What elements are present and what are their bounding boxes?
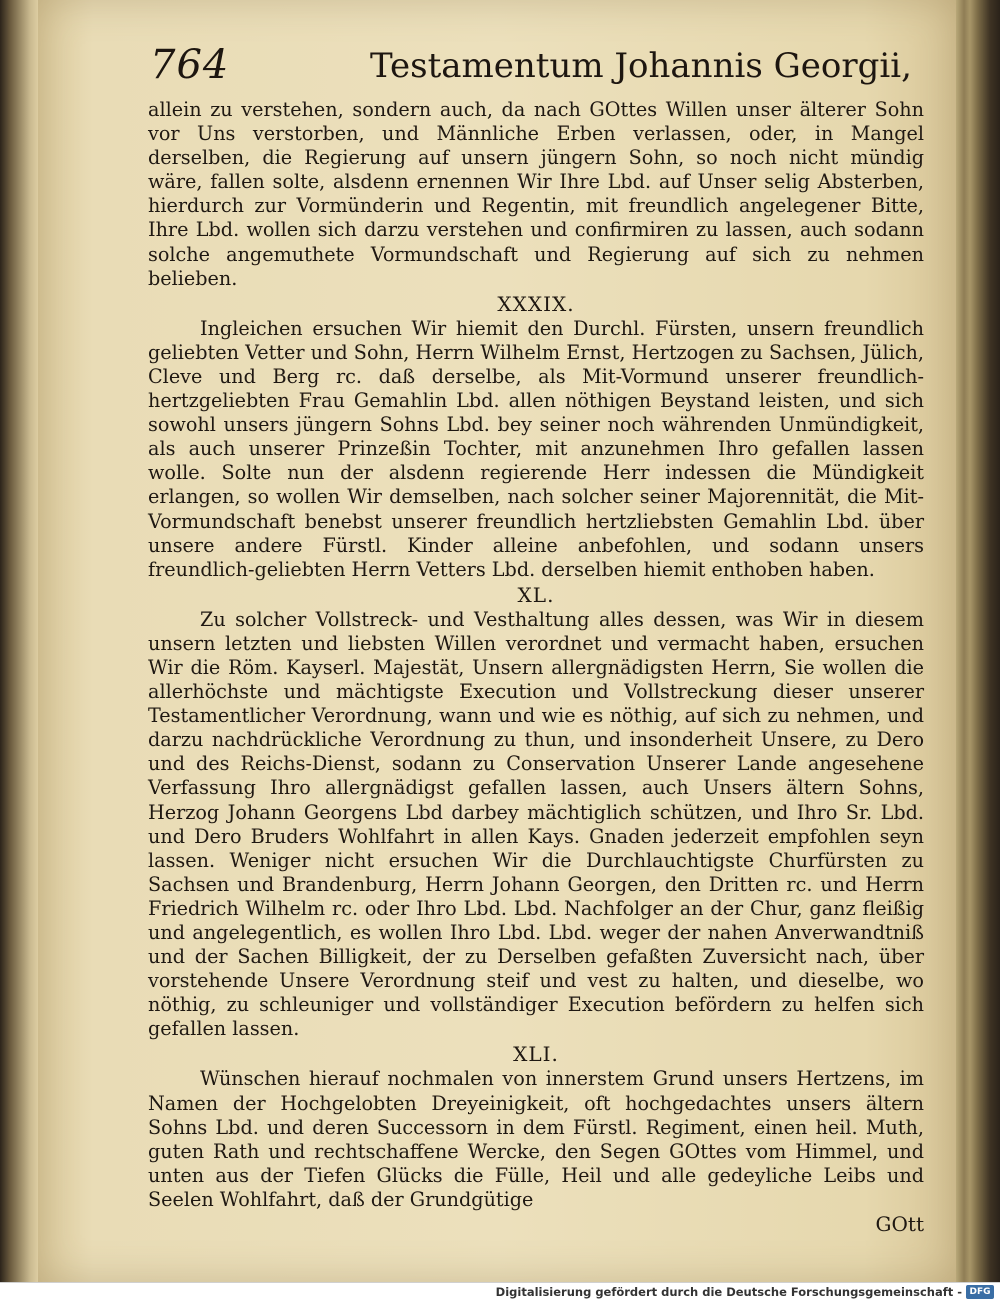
footer-credit: Digitalisierung gefördert durch die Deutsche Forschungsgemeinschaft - xyxy=(495,1285,962,1299)
paragraph-xli: Wünschen hierauf nochmalen von innerstem Grund unsers Hertzens, im Namen der Hochgelobten Dreyeinigkeit, oft hochgedachtes unsers ältern Sohns Lbd. und deren Successorn in dem Fürstl. Regiment, einen heil. Muth, guten Rath und rechtschaffene Wercke, den Segen GOttes vom Himmel, und unten aus der Tiefen Glücks die Fülle, Heil und alle gedeyliche Leibs und Seelen Wohlfahrt, daß der Grundgütige xyxy=(148,1067,924,1211)
dfg-logo: DFG xyxy=(966,1285,994,1299)
section-heading-xli: XLI. xyxy=(513,1042,559,1067)
catchword: GOtt xyxy=(875,1212,924,1237)
paragraph-xl: Zu solcher Vollstreck- und Vesthaltung alles dessen, was Wir in diesem unsern letzten und liebsten Willen verordnet und vermacht haben, ersuchen Wir die Röm. Kayserl. Majestät, Unsern allergnädigsten Herrn, Sie wollen die allerhöchste und mächtigste Execution und Vollstreckung dieser unserer Testamentlicher Verordnung, wann und wie es nöthig, auf sich zu nehmen, und darzu nachdrückliche Verordnung zu thun, und insonderheit Unsere, zu Dero und des Reichs-Dienst, sodann zu Conservation Unserer Lande angesehene Verfassung Ihro allergnädigst gefallen lassen, auch Unsers ältern Sohns, Herzog Johann Georgens Lbd darbey mächtiglich schützen, und Ihro Sr. Lbd. und Dero Bruders Wohlfahrt in allen Kays. Gnaden jederzeit empfohlen seyn lassen. Weniger nicht ersuchen Wir die Durchlauchtigste Churfürsten zu Sachsen und Brandenburg, Herrn Johann Georgen, den Dritten rc. und Herrn Friedrich Wilhelm rc. oder Ihro Lbd. Lbd. Nachfolger an der Chur, ganz fleißig und angelegentlich, es wollen Ihro Lbd. Lbd. weger der nahen Anverwandtniß und der Sachen Billigkeit, der zu Derselben gefaßten Zuversicht nach, über vorstehende Unsere Verordnung steif und vest zu halten, und dieselbe, wo nöthig, zu schleuniger und vollständiger Execution befördern zu helfen sich gefallen lassen. xyxy=(148,607,924,1041)
body-text xyxy=(148,98,924,1236)
book-edge-right xyxy=(956,0,1000,1282)
running-title: Testamentum Johannis Georgii, xyxy=(370,46,912,86)
paragraph-continuation: allein zu verstehen, sondern auch, da nach GOttes Willen unser älterer Sohn vor Uns verstorben, und Männliche Erben verlassen, oder, in Mangel derselben, die Regierung auf unsern jüngern Sohn, so noch nicht mündig wäre, fallen solte, alsdenn ernennen Wir Ihre Lbd. auf Unser selig Absterben, hierdurch zur Vormünderin und Regentin, mit freundlich angelegener Bitte, Ihre Lbd. wollen sich darzu verstehen und confirmiren zu lassen, auch sodann solche angemuthete Vormundschaft und Regierung auf sich zu nehmen belieben. xyxy=(148,98,924,290)
page-header xyxy=(150,42,920,92)
section-heading-xxxix: XXXIX. xyxy=(497,291,575,316)
footer-bar xyxy=(0,1282,1000,1302)
section-heading-xl: XL. xyxy=(517,582,555,607)
page-number: 764 xyxy=(150,42,230,88)
book-gutter-left xyxy=(0,0,38,1282)
paragraph-xxxix: Ingleichen ersuchen Wir hiemit den Durchl. Fürsten, unsern freundlich geliebten Vetter und Sohn, Herrn Wilhelm Ernst, Hertzogen zu Sachsen, Jülich, Cleve und Berg rc. daß derselbe, als Mit-Vormund unserer freundlich-hertzgeliebten Frau Gemahlin Lbd. allen nöthigen Beystand leisten, und sich sowohl unsers jüngern Sohns Lbd. bey seiner noch währenden Unmündigkeit, als auch unserer Prinzeßin Tochter, mit anzunehmen Ihro gefallen lassen wolle. Solte nun der alsdenn regierende Herr indessen die Mündigkeit erlangen, so wollen Wir demselben, nach solcher seiner Majorennität, die Mit-Vormundschaft benebst unserer freundlich hertzliebsten Gemahlin Lbd. über unsere andere Fürstl. Kinder alleine anbefohlen, und sodann unsers freundlich-geliebten Herrn Vetters Lbd. derselben hiemit enthoben haben. xyxy=(148,316,924,581)
